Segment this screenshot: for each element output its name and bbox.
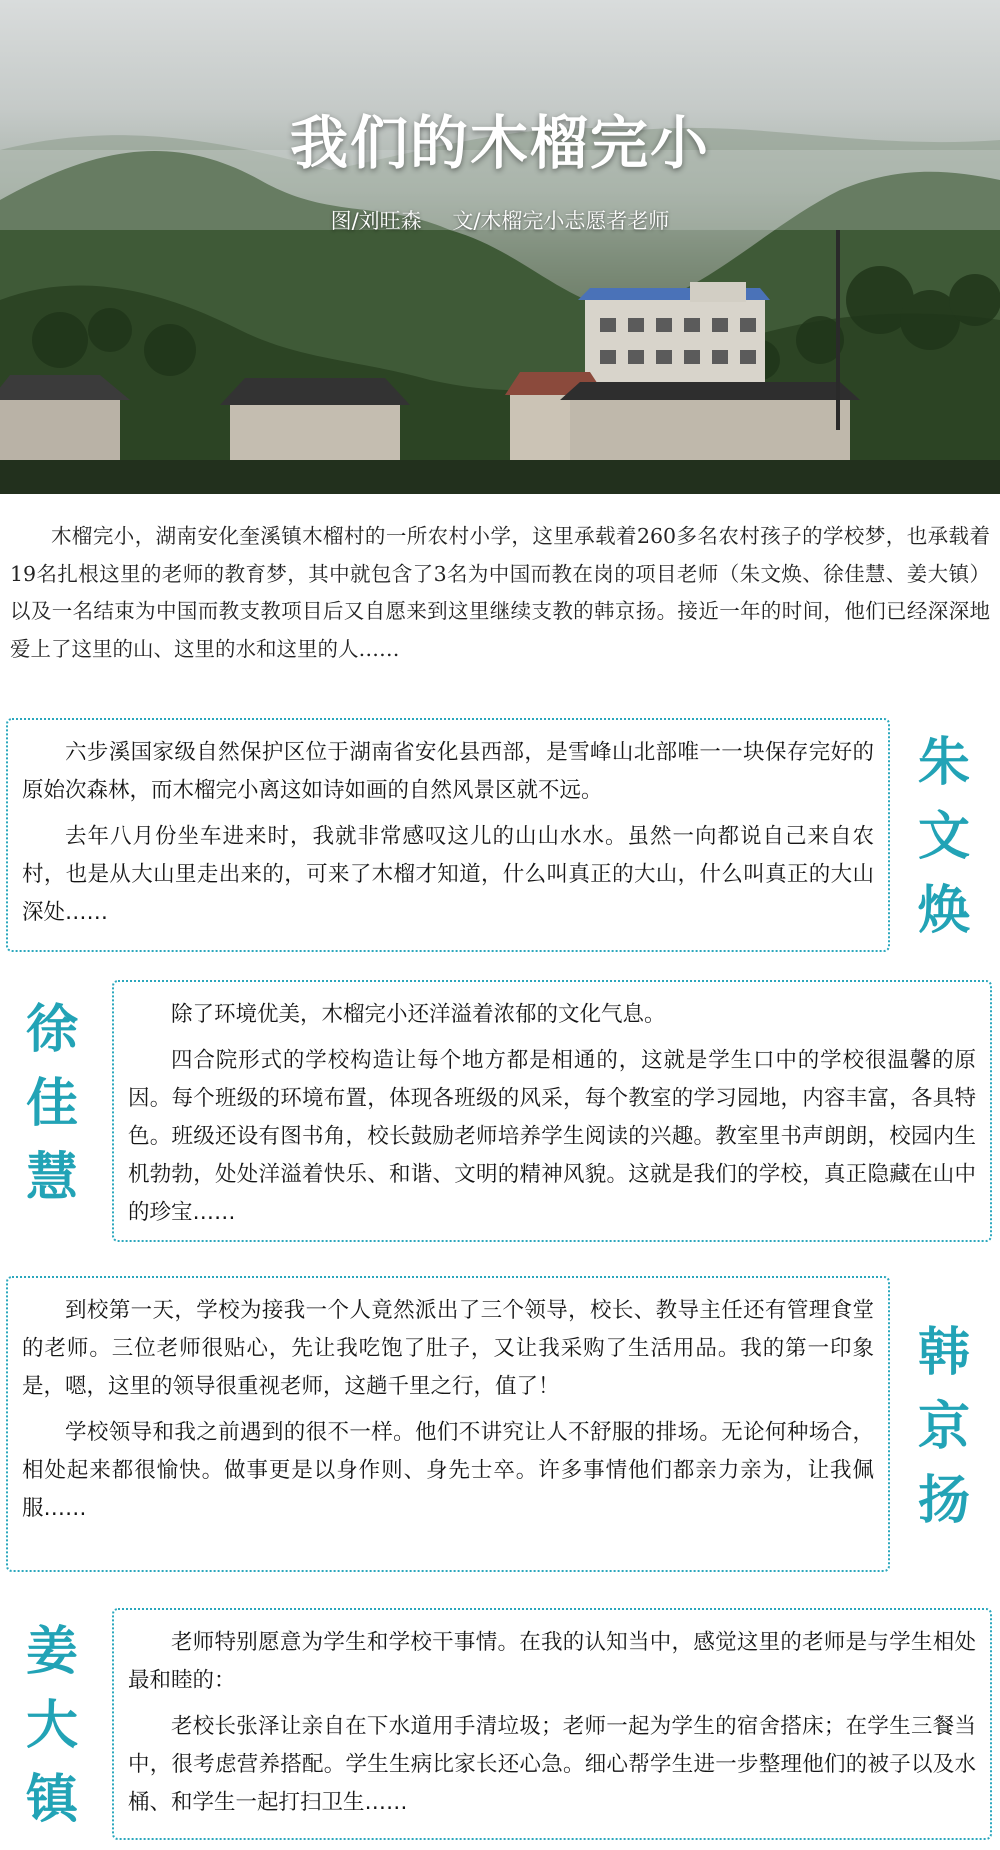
teacher-box-zhu-wenhuan [6,718,890,952]
box-paragraph: 到校第一天，学校为接我一个人竟然派出了三个领导，校长、教导主任还有管理食堂的老师。三位老师很贴心，先让我吃饱了肚子，又让我采购了生活用品。我的第一印象是，嗯，这里的领导很重视老师，这趟千里之行，值了！ [22,1298,874,1399]
credits-line [0,205,1000,235]
box-paragraph: 老校长张泽让亲自在下水道用手清垃圾；老师一起为学生的宿舍搭床；在学生三餐当中，很考虑营养搭配。学生生病比家长还心急。细心帮学生进一步整理他们的被子以及水桶、和学生一起打扫卫生…… [128,1714,976,1815]
box-paragraph: 六步溪国家级自然保护区位于湖南省安化县西部，是雪峰山北部唯一一块保存完好的原始次森林，而木榴完小离这如诗如画的自然风景区就不远。 [22,740,874,803]
box-paragraph: 四合院形式的学校构造让每个地方都是相通的，这就是学生口中的学校很温馨的原因。每个班级的环境布置，体现各班级的风采，每个教室的学习园地，内容丰富，各具特色。班级还设有图书角，校长鼓励老师培养学生阅读的兴趣。教室里书声朗朗，校园内生机勃勃，处处洋溢着快乐、和谐、文明的精神风貌。这就是我们的学校，真正隐藏在山中的珍宝…… [128,1048,976,1225]
page-title: 我们的木榴完小 [289,109,710,177]
teacher-box-xu-jiahui [112,980,992,1242]
teacher-name-xu-jiahui: 徐 佳 慧 [25,999,78,1208]
box-paragraph: 学校领导和我之前遇到的很不一样。他们不讲究让人不舒服的排场。无论何种场合，相处起来都很愉快。做事更是以身作则、身先士卒。许多事情他们都亲力亲为，让我佩服…… [22,1420,874,1521]
box-paragraph: 去年八月份坐车进来时，我就非常感叹这儿的山山水水。虽然一向都说自己来自农村，也是从大山里走出来的，可来了木榴才知道，什么叫真正的大山，什么叫真正的大山深处…… [22,824,874,925]
teacher-name-han-jingyang: 韩 京 扬 [917,1322,970,1531]
hero-banner [0,0,1000,494]
mountain-village-photo [0,0,1000,494]
box-paragraph: 老师特别愿意为学生和学校干事情。在我的认知当中，感觉这里的老师是与学生相处最和睦的： [128,1630,976,1693]
teacher-name-zhu-wenhuan: 朱 文 焕 [917,732,970,941]
teacher-box-jiang-dazhen [112,1608,992,1840]
text-credit: 文/木榴完小志愿者老师 [452,209,670,233]
photo-credit: 图/刘旺森 [330,209,422,233]
box-paragraph: 除了环境优美，木榴完小还洋溢着浓郁的文化气息。 [171,1002,666,1027]
teacher-box-han-jingyang [6,1276,890,1572]
intro-paragraph: 木榴完小，湖南安化奎溪镇木榴村的一所农村小学，这里承载着260多名农村孩子的学校梦，也承载着19名扎根这里的老师的教育梦，其中就包含了3名为中国而教在岗的项目老师（朱文焕、徐佳慧、姜大镇）以及一名结束为中国而教支教项目后又自愿来到这里继续支教的韩京扬。接近一年的时间，他们已经深深地爱上了这里的山、这里的水和这里的人…… [10,524,990,661]
teacher-name-jiang-dazhen: 姜 大 镇 [25,1621,78,1830]
